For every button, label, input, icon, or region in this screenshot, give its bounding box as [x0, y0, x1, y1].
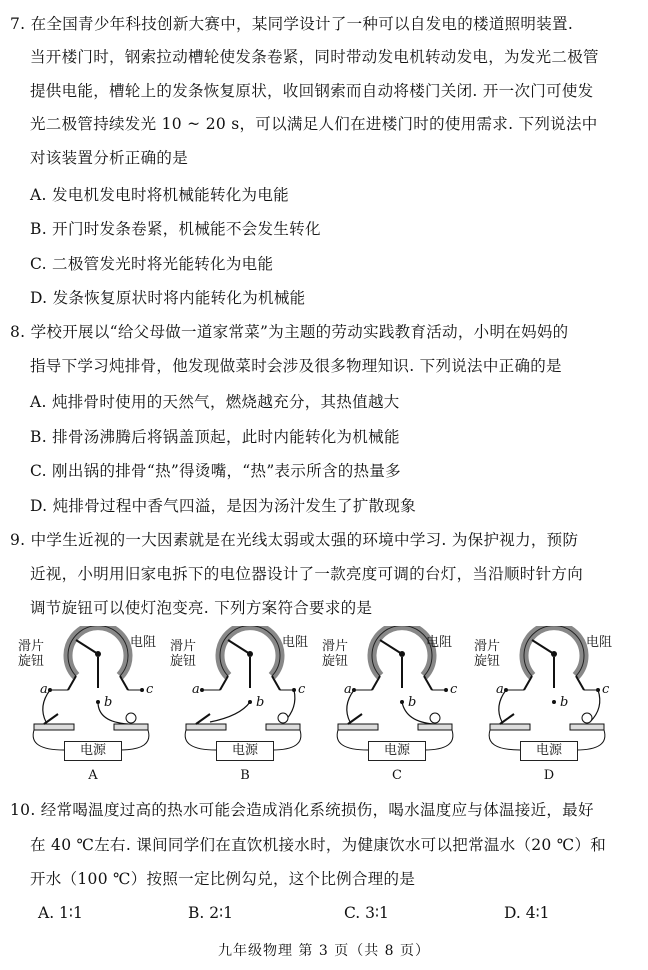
- q10-options: [38, 904, 638, 926]
- q8-stem-line: 8. 学校开展以“给父母做一道家常菜”为主题的劳动实践教育活动，小明在妈妈的: [10, 323, 569, 341]
- terminal-a: a: [496, 682, 504, 697]
- label-resistor: 电阻: [426, 635, 453, 650]
- q7-option-d[interactable]: D. 发条恢复原状时将内能转化为机械能: [30, 289, 306, 307]
- terminal-b: b: [256, 695, 265, 710]
- q10-option-c[interactable]: C. 3∶1: [344, 904, 389, 922]
- potentiometer-figures: [18, 626, 638, 783]
- label-slider: 滑片: [170, 639, 197, 654]
- terminal-c: c: [146, 682, 154, 697]
- q10-option-a[interactable]: A. 1∶1: [38, 904, 83, 922]
- terminal-c: c: [602, 682, 610, 697]
- label-knob: 旋钮: [18, 654, 45, 669]
- terminal-a: a: [40, 682, 48, 697]
- terminal-a: a: [192, 682, 200, 697]
- figure-letter: B: [240, 768, 250, 783]
- q7-stem-line: 当开楼门时，钢索拉动槽轮使发条卷紧，同时带动发电机转动发电，为发光二极管: [30, 48, 599, 66]
- terminal-a: a: [344, 682, 352, 697]
- page-footer: 九年级物理 第 3 页（共 8 页）: [217, 943, 431, 959]
- label-resistor: 电阻: [130, 635, 157, 650]
- q9-stem-line: 调节旋钮可以使灯泡变亮. 下列方案符合要求的是: [30, 599, 373, 617]
- q7-stem-line: 对该装置分析正确的是: [30, 149, 189, 167]
- figure-c[interactable]: [322, 626, 472, 783]
- label-slider: 滑片: [18, 639, 45, 654]
- q7-option-c[interactable]: C. 二极管发光时将光能转化为电能: [30, 255, 274, 273]
- terminal-b: b: [104, 695, 113, 710]
- figure-a[interactable]: [18, 626, 168, 783]
- terminal-c: c: [450, 682, 458, 697]
- q8-option-b[interactable]: B. 排骨汤沸腾后将锅盖顶起，此时内能转化为机械能: [30, 428, 400, 446]
- q7-stem-line: 提供电能，槽轮上的发条恢复原状，收回钢索而自动将楼门关闭. 开一次门可使发: [30, 82, 594, 100]
- q7-option-a[interactable]: A. 发电机发电时将机械能转化为电能: [30, 186, 289, 204]
- q8-option-a[interactable]: A. 炖排骨时使用的天然气，燃烧越充分，其热值越大: [30, 393, 400, 411]
- power-source-box: 电源: [64, 741, 122, 761]
- figure-letter: A: [88, 768, 98, 783]
- label-knob: 旋钮: [322, 654, 349, 669]
- q7-option-b[interactable]: B. 开门时发条卷紧，机械能不会发生转化: [30, 220, 321, 238]
- terminal-b: b: [560, 695, 569, 710]
- label-slider: 滑片: [322, 639, 349, 654]
- figure-letter: C: [392, 768, 402, 783]
- figure-d[interactable]: [474, 626, 624, 783]
- q7-stem-line: 7. 在全国青少年科技创新大赛中，某同学设计了一种可以自发电的楼道照明装置.: [10, 15, 574, 33]
- q8-stem-line: 指导下学习炖排骨，他发现做菜时会涉及很多物理知识. 下列说法中正确的是: [30, 357, 562, 375]
- q8-option-c[interactable]: C. 刚出锅的排骨“热”得烫嘴，“热”表示所含的热量多: [30, 462, 401, 480]
- q9-stem-line: 近视，小明用旧家电拆下的电位器设计了一款亮度可调的台灯，当沿顺时针方向: [30, 565, 584, 583]
- figure-letter: D: [543, 768, 555, 783]
- q10-option-d[interactable]: D. 4∶1: [504, 904, 550, 922]
- label-slider: 滑片: [474, 639, 501, 654]
- q10-stem-line: 10. 经常喝温度过高的热水可能会造成消化系统损伤，喝水温度应与体温接近，最好: [10, 801, 594, 819]
- power-source-box: 电源: [368, 741, 426, 761]
- figure-b[interactable]: [170, 626, 320, 783]
- label-resistor: 电阻: [282, 635, 309, 650]
- q9-stem-line: 9. 中学生近视的一大因素就是在光线太弱或太强的环境中学习. 为保护视力，预防: [10, 531, 579, 549]
- terminal-c: c: [298, 682, 306, 697]
- label-resistor: 电阻: [586, 635, 613, 650]
- power-source-box: 电源: [216, 741, 274, 761]
- q10-stem-line: 在 40 ℃左右. 课间同学们在直饮机接水时，为健康饮水可以把常温水（20 ℃）和: [30, 836, 607, 854]
- label-knob: 旋钮: [474, 654, 501, 669]
- q10-option-b[interactable]: B. 2∶1: [188, 904, 234, 922]
- power-source-box: 电源: [520, 741, 578, 761]
- label-knob: 旋钮: [170, 654, 197, 669]
- q7-stem-line: 光二极管持续发光 10 ~ 20 s，可以满足人们在进楼门时的使用需求. 下列说法中: [30, 115, 598, 133]
- q10-stem-line: 开水（100 ℃）按照一定比例勾兑，这个比例合理的是: [30, 870, 416, 888]
- terminal-b: b: [408, 695, 417, 710]
- q8-option-d[interactable]: D. 炖排骨过程中香气四溢，是因为汤汁发生了扩散现象: [30, 497, 417, 515]
